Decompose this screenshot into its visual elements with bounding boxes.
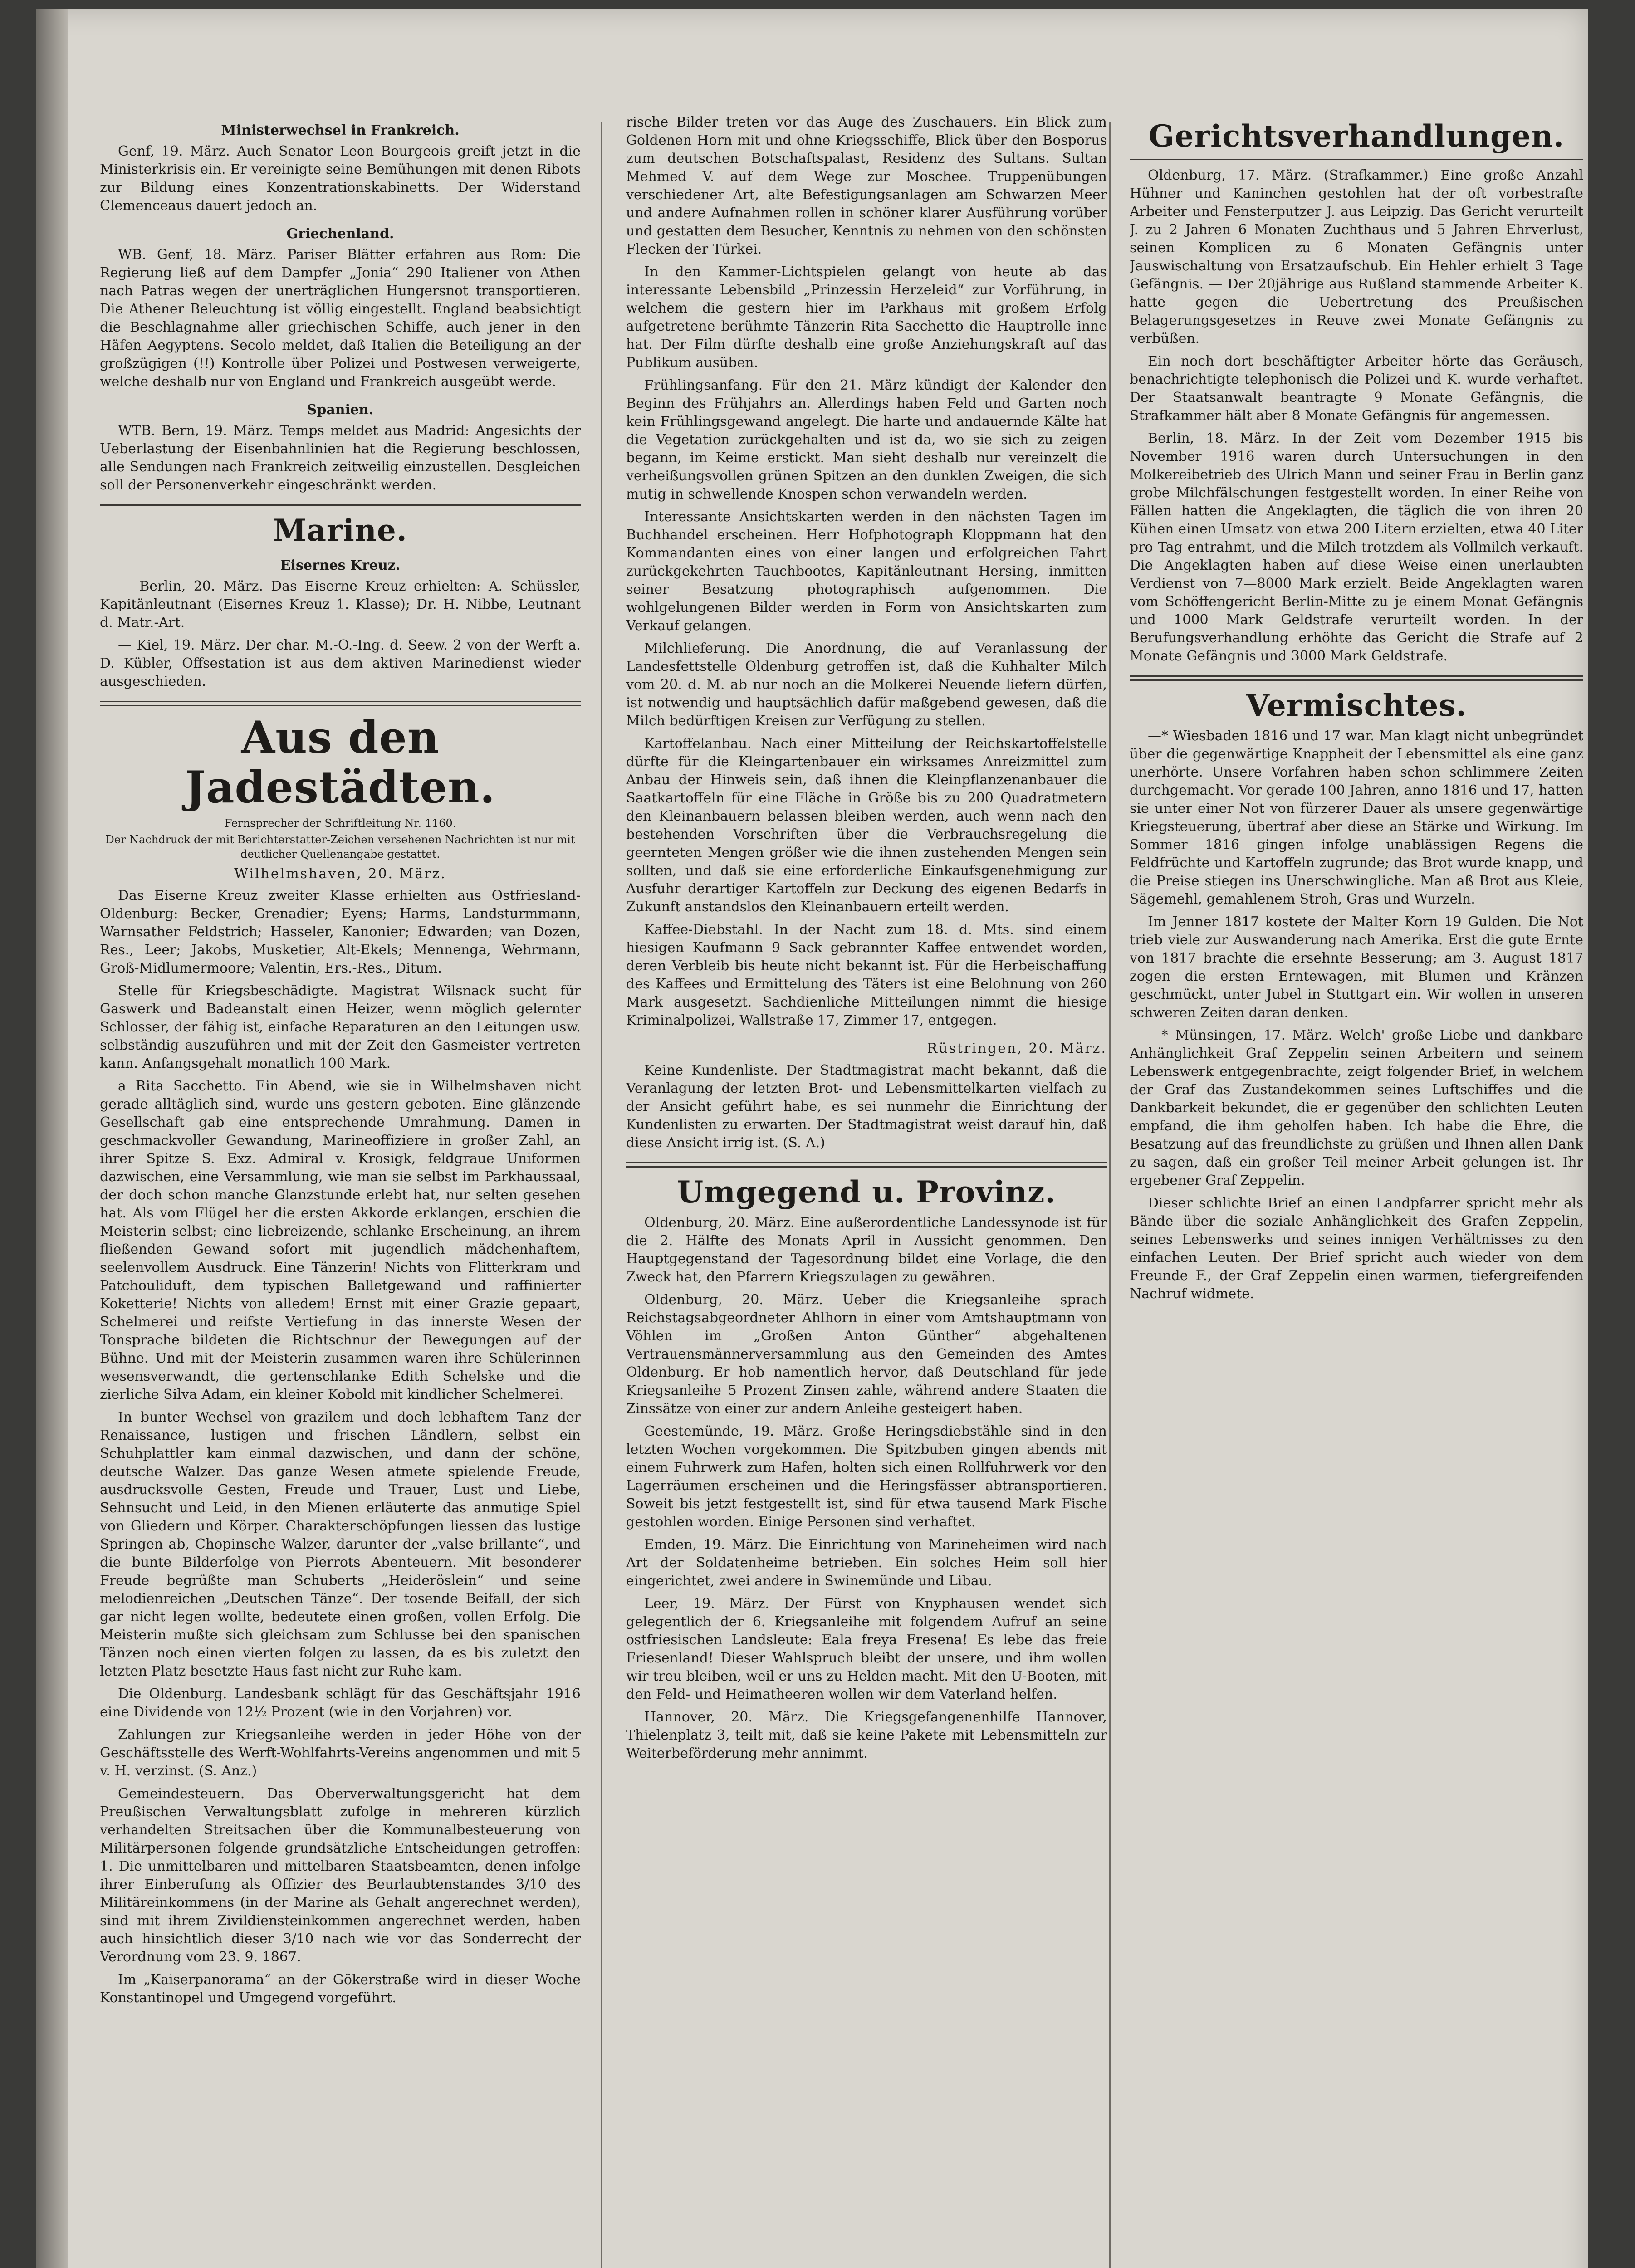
article-body: Oldenburg, 20. März. Ueber die Kriegsanleihe sprach Reichstagsabgeordneter Ahlhorn in einer vom Amtshauptmann von Vöhlen im „Großen Anton Günther“ abgehaltenen Vertrauensmännerversammlung aus den Gemeinden des Amtes Oldenburg. Er hob namentlich hervor, daß Deutschland für jede Kriegsanleihe 5 Prozent Zinsen zahle, während andere Staaten die Zinssätze von einer zur andern Anleihe gesteigert haben. xyxy=(626,1292,1107,1417)
article-eisernes-kreuz xyxy=(100,557,581,691)
column-divider xyxy=(601,122,602,2268)
section-title-marine: Marine. xyxy=(273,513,407,548)
column-1 xyxy=(100,113,581,2268)
article-body: — Berlin, 20. März. Das Eiserne Kreuz erhielten: A. Schüssler, Kapitänleutnant (Eisernes Kreuz 1. Klasse); Dr. H. Nibbe, Leutnant d. Matr.-Art. xyxy=(100,578,581,631)
section-title-jadestaedte: Aus den Jadestädten. xyxy=(185,712,496,813)
article-spanien xyxy=(100,401,581,494)
section-title-gerichtsverhandlungen: Gerichtsverhandlungen. xyxy=(1148,118,1565,154)
article-body: In bunter Wechsel von grazilem und doch lebhaftem Tanz der Renaissance, lustigen und frischen Ländlern, selbst ein Schuhplattler kam einmal dazwischen, und dann der schöne, deutsche Walzer. Das ganze Wesen atmete spielende Freude, ausdrucksvolle Gesten, Freude und Trauer, Lust und Liebe, Sehnsucht und Leid, in den Mienen erläuterte das anmutige Spiel von Gliedern und Körper. Charakterschöpfungen liessen das lustige Springen ab, Chopinsche Walzer, darunter der „valse brillante“, und die bunte Bilderfolge von Pierrots Abenteuern. Mit besonderer Freude begrüßte man Schuberts „Heideröslein“ und seine melodienreichen „Deutschen Tänze“. Der tosende Beifall, der sich gar nicht legen wollte, bedeutete einen großen, vollen Erfolg. Die Meisterin mußte sich gleichsam zum Schlusse bei den spanischen Tänzen noch einen vierten folgen zu lassen, da es bis zuletzt den letzten Platz besetzte Haus fast nicht zur Ruhe kam. xyxy=(100,1409,581,1679)
column-2 xyxy=(626,113,1107,2268)
section-rule xyxy=(626,1162,1107,1168)
article-misc xyxy=(1130,727,1583,1303)
article-body: Keine Kundenliste. Der Stadtmagistrat macht bekannt, daß die Veranlagung der letzten Brot- und Lebensmittelkarten vielfach zu der Ansicht geführt habe, es sei nunmehr die Einrichtung der Kundenlisten zu erwarten. Der Stadtmagistrat weist darauf hin, daß diese Ansicht irrig ist. (S. A.) xyxy=(626,1062,1107,1151)
article-body: rische Bilder treten vor das Auge des Zuschauers. Ein Blick zum Goldenen Horn mit und ohne Kriegsschiffe, Blick über den Bosporus zum deutschen Botschaftspalast, Residenz des Sultans. Sultan Mehmed V. auf dem Wege zur Moschee. Truppenübungen verschiedener Art, alte Befestigungsanlagen am Schwarzen Meer und andere Aufnahmen rollen in schöner klarer Ausführung vorüber und gestatten dem Besucher, Kenntnis zu nehmen von den schönsten Flecken der Türkei. xyxy=(626,114,1107,257)
article-court xyxy=(1130,166,1583,665)
section-rule xyxy=(1130,159,1583,160)
section-rule xyxy=(100,701,581,706)
article-headline: Spanien. xyxy=(307,402,374,418)
article-body: Zahlungen zur Kriegsanleihe werden in jeder Höhe von der Geschäftsstelle des Werft-Wohlfahrts-Vereins angenommen und mit 5 v. H. verzinst. (S. Anz.) xyxy=(100,1727,581,1779)
reprint-notice: Der Nachdruck der mit Berichterstatter-Zeichen versehenen Nachrichten ist nur mit deutlicher Quellenangabe gestattet. xyxy=(105,833,575,860)
article-provinz xyxy=(626,1214,1107,1763)
article-body: Frühlingsanfang. Für den 21. März kündigt der Kalender den Beginn des Frühjahrs an. Allerdings haben Feld und Garten noch kein Frühlingsgewand angelegt. Die harte und andauernde Kälte hat die Vegetation zurückgehalten und ist da, wo sie sich zu zeigen begann, im Keime erstickt. Man sieht deshalb nur vereinzelt die verheißungsvollen grünen Spitzen an den dunklen Zweigen, die sich mutig in schwellende Knospen schon verwandeln werden. xyxy=(626,377,1107,502)
article-body: Im Jenner 1817 kostete der Malter Korn 19 Gulden. Die Not trieb viele zur Auswanderung nach Amerika. Erst die gute Ernte von 1817 brachte die ersehnte Besserung; am 3. August 1817 zogen die ersten Erntewagen, mit Blumen und Kränzen geschmückt, unter Jubel in Stuttgart ein. Wir wollen in unseren schweren Zeiten daran denken. xyxy=(1130,914,1583,1021)
article-body: WB. Genf, 18. März. Pariser Blätter erfahren aus Rom: Die Regierung ließ auf dem Dampfer „Jonia“ 290 Italiener von Athen nach Patras wegen der unerträglichen Hungersnot transportieren. Die Athener Beleuchtung ist völlig eingestellt. England beabsichtigt die Beschlagnahme aller griechischen Schiffe, auch jener in den Häfen Aegyptens. Secolo meldet, daß Italien die Beteiligung an der großzügigen (!!) Kontrolle über Polizei und Postwesen verweigerte, welche deshalb nur von England und Frankreich ausgeübt werde. xyxy=(100,247,581,390)
article-body: —* Wiesbaden 1816 und 17 war. Man klagt nicht unbegründet über die gegenwärtige Knappheit der Lebensmittel als eine ganz unerhörte. Unsere Vorfahren haben schon schlimmere Zeiten durchgemacht. Vor gerade 100 Jahren, anno 1816 und 17, hatten sie unter einer Not von fürzerer Dauer als unsere gegenwärtige Kriegsteuerung, übertraf aber diese an Stärke und Wirkung. Im Sommer 1816 gingen infolge unablässigen Regens die Feldfrüchte und Kartoffeln zugrunde; das Brot wurde knapp, und die Preise stiegen ins Unerschwingliche. Man aß Brot aus Kleie, Sägemehl, gemahlenem Stroh, Gras und Wurzeln. xyxy=(1130,728,1583,907)
article-body: a Rita Sacchetto. Ein Abend, wie sie in Wilhelmshaven nicht gerade alltäglich sind, wurde uns gestern geboten. Eine glänzende Gesellschaft gab eine entsprechende Umrahmung. Damen in geschmackvoller Gewandung, Marineoffiziere in großer Zahl, an ihrer Spitze S. Exz. Admiral v. Krosigk, feldgraue Uniformen dazwischen, eine Versammlung, wie man sie selbst im Parkhaussaal, der doch schon manche Glanzstunde erlebt hat, nur selten gesehen hat. Als vom Flügel her die ersten Akkorde erklangen, erschien die Meisterin selbst; eine liebreizende, schlanke Erscheinung, an ihrem fließenden Gewand sofort mit jugendlich mädchenhaftem, seelenvollem Ausdruck. Eine Tänzerin! Nichts von Flitterkram und Patchouliduft, dem typischen Balletgewand und raffinierter Koketterie! Nichts von alledem! Ernst mit einer Grazie gepaart, Schelmerei und reifste Vertiefung in das innerste Wesen der Tonsprache bildeten die Richtschnur der Bewegungen auf der Bühne. Und mit der Meisterin zusammen waren ihre Schülerinnen wesensverwandt, die gertenschlanke Edith Schelske und die zierliche Silva Adam, ein kleiner Kobold mit kindlicher Schelmerei. xyxy=(100,1078,581,1403)
section-rule xyxy=(100,504,581,506)
article-body: Dieser schlichte Brief an einen Landpfarrer spricht mehr als Bände über die soziale Anhänglichkeit des Grafen Zeppelin, seines Lebenswerks und seines innigen Verhältnisses zu den einfachen Leuten. Der Brief spricht auch wieder von dem Freunde F., der Graf Zeppelin einen warmen, tiefergreifenden Nachruf widmete. xyxy=(1130,1195,1583,1302)
article-body: WTB. Bern, 19. März. Temps meldet aus Madrid: Angesichts der Ueberlastung der Eisenbahnlinien hat die Regierung beschlossen, alle Sendungen nach Frankreich zeitweilig einzustellen. Desgleichen soll der Personenverkehr eingeschränkt werden. xyxy=(100,423,581,493)
section-title-umgegend: Umgegend u. Provinz. xyxy=(677,1174,1056,1210)
article-griechenland xyxy=(100,225,581,391)
article-body: Das Eiserne Kreuz zweiter Klasse erhielten aus Ostfriesland-Oldenburg: Becker, Grenadier; Eyens; Harms, Landsturmmann, Warnsather Feldstrich; Hasseler, Kanonier; Edwarden; van Dozen, Res., Leer; Jakobs, Musketier, Alt-Ekels; Mennenga, Wehrmann, Groß-Midlumermoore; Valentin, Ers.-Res., Ditum. xyxy=(100,888,581,976)
article-headline: Eisernes Kreuz. xyxy=(280,557,401,573)
article-body: Geestemünde, 19. März. Große Heringsdiebstähle sind in den letzten Wochen vorgekommen. Die Spitzbuben gingen abends mit einem Fuhrwerk zum Hafen, holten sich einen Rollfuhrwerk vor den Lagerräumen erscheinen und die Heringsfässer abtransportieren. Soweit bis jetzt festgestellt ist, sind für etwa tausend Mark Fische gestohlen worden. Einige Personen sind verhaftet. xyxy=(626,1423,1107,1530)
dateline: Rüstringen, 20. März. xyxy=(927,1041,1107,1056)
column-divider xyxy=(1109,122,1111,2268)
article-body: Genf, 19. März. Auch Senator Leon Bourgeois greift jetzt in die Ministerkrisis ein. Er vereinigte seine Bemühungen mit denen Ribots zur Bildung eines Konzentrationskabinetts. Der Widerstand Clemenceaus dauert jedoch an. xyxy=(100,143,581,214)
article-body: Stelle für Kriegsbeschädigte. Magistrat Wilsnack sucht für Gaswerk und Badeanstalt einen Heizer, wenn möglich gelernter Schlosser, der fähig ist, einfache Reparaturen an den Leitungen usw. selbständig auszuführen und mit der Zeit den Gasmeister vertreten kann. Anfangsgehalt monatlich 100 Mark. xyxy=(100,983,581,1071)
article-body: Kaffee-Diebstahl. In der Nacht zum 18. d. Mts. sind einem hiesigen Kaufmann 9 Sack gebrannter Kaffee entwendet worden, deren Verbleib bis heute nicht bekannt ist. Für die Herbeischaffung des Kaffees und Ermittelung des Täters ist eine Belohnung von 260 Mark ausgesetzt. Sachdienliche Mitteilungen nimmt die hiesige Kriminalpolizei, Wallstraße 17, Zimmer 17, entgegen. xyxy=(626,922,1107,1028)
article-headline: Griechenland. xyxy=(286,226,394,242)
section-title-vermischtes: Vermischtes. xyxy=(1246,688,1467,723)
article-body: Ein noch dort beschäftigter Arbeiter hörte das Geräusch, benachrichtigte telephonisch die Polizei und K. wurde verhaftet. Der Staatsanwalt beantragte 9 Monate Gefängnis, die Strafkammer hält aber 8 Monate Gefängnis für angemessen. xyxy=(1130,353,1583,424)
article-body: Im „Kaiserpanorama“ an der Gökerstraße wird in dieser Woche Konstantinopel und Umgegend vorgeführt. xyxy=(100,1972,581,2006)
article-body: — Kiel, 19. März. Der char. M.-O.-Ing. d. Seew. 2 von der Werft a. D. Kübler, Offsestation ist aus dem aktiven Marinedienst wieder ausgeschieden. xyxy=(100,637,581,689)
article-body: Berlin, 18. März. In der Zeit vom Dezember 1915 bis November 1916 waren durch Untersuchungen in den Molkereibetrieb des Ulrich Mann und seiner Frau in Berlin ganz grobe Milchfälschungen festgestellt worden. In einer Reihe von Fällen hatten die Angeklagten, die täglich die von ihren 20 Kühen einen Umsatz von etwa 200 Litern erzielten, etwa 40 Liter pro Tag entrahmt, und die Milch trotzdem als Vollmilch verkauft. Die Angeklagten haben auf diese Weise einen unerlaubten Verdienst von 7—8000 Mark erzielt. Beide Angeklagten waren vom Schöffengericht Berlin-Mitte zu je einem Monat Gefängnis und 1000 Mark Geldstrafe verurteilt worden. In der Berufungsverhandlung erhöhte das Gericht die Strafe auf 2 Monate Gefängnis und 3000 Mark Geldstrafe. xyxy=(1130,430,1583,664)
article-body: Kartoffelanbau. Nach einer Mitteilung der Reichskartoffelstelle dürfte für die Kleingartenbauer ein wirksames Anreizmittel zum Anbau der Hinweis sein, daß ihnen die Kleinpflanzenanbauer die Saatkartoffeln für eine Fläche in Größe bis zu 200 Quadratmetern den Kleinanbauern belassen bleiben werden, auch wenn nach den bestehenden Vorschriften über die Verbrauchsregelung die geernteten Mengen größer wie die ihnen zustehenden Mengen sein sollten, und daß sie eine erforderliche Einkaufsgenehmigung zur Ausfuhr derartiger Kartoffeln zur Deckung des eigenen Bedarfs in Zukunft anstandslos den Kleinanbauern erteilt werden. xyxy=(626,736,1107,915)
article-body: Gemeindesteuern. Das Oberverwaltungsgericht hat dem Preußischen Verwaltungsblatt zufolge in mehreren kürzlich verhandelten Streitsachen über die Kommunalbesteuerung von Militärpersonen folgende grundsätzliche Entscheidungen getroffen: 1. Die unmittelbaren und mittelbaren Staatsbeamten, denen infolge ihrer Einberufung als Offizier des Beurlaubtenstandes 3/10 des Militäreinkommens (in der Marine als Gehalt angerechnet werden), sind mit ihrem Zivildiensteinkommen angerechnet werden, haben auch hinsichtlich dieser 3/10 nach wie vor das Sonderrecht der Verordnung vom 23. 9. 1867. xyxy=(100,1786,581,1965)
column-3 xyxy=(1130,113,1583,2268)
phone-notice: Fernsprecher der Schriftleitung Nr. 1160. xyxy=(224,817,456,830)
article-jade-local xyxy=(100,887,581,2007)
article-headline: Ministerwechsel in Frankreich. xyxy=(221,122,460,138)
article-body: Oldenburg, 17. März. (Strafkammer.) Eine große Anzahl Hühner und Kaninchen gestohlen hat der oft vorbestrafte Arbeiter und Fensterputzer J. aus Leipzig. Das Gericht verurteilt J. zu 2 Jahren 6 Monaten Zuchthaus und 5 Jahren Ehrverlust, seinen Komplicen zu 6 Monaten Gefängnis unter Jauswischaltung von Ersatzaufschub. Ein Hehler erhielt 3 Tage Gefängnis. — Der 20jährige aus Rußland stammende Arbeiter K. hatte gegen die Uebertretung des Preußischen Belagerungsgesetzes in Reuve zwei Monate Gefängnis zu verbüßen. xyxy=(1130,167,1583,347)
article-body: Hannover, 20. März. Die Kriegsgefangenenhilfe Hannover, Thielenplatz 3, teilt mit, daß sie keine Pakete mit Lebensmitteln zur Weiterbeförderung mehr annimmt. xyxy=(626,1709,1107,1761)
article-body: Milchlieferung. Die Anordnung, die auf Veranlassung der Landesfettstelle Oldenburg getroffen ist, daß die Kuhhalter Milch vom 20. d. M. ab nur noch an die Molkerei Neuende liefern dürfen, ist notwendig und hauptsächlich dafür maßgebend gewesen, daß die Milch bedürftigen Kreisen zur Verfügung zu stellen. xyxy=(626,640,1107,729)
article-local-news xyxy=(626,113,1107,1030)
article-body: Emden, 19. März. Die Einrichtung von Marineheimen wird nach Art der Soldatenheime betrieben. Ein solches Heim soll hier eingerichtet, zwei andere in Swinemünde und Libau. xyxy=(626,1537,1107,1589)
page-binding-shadow xyxy=(36,9,68,2268)
article-body: Interessante Ansichtskarten werden in den nächsten Tagen im Buchhandel erscheinen. Herr Hofphotograph Kloppmann hat den Kommandanten eines von einer langen und erfolgreichen Fahrt zurückgekehrten Tauchbootes, Kapitänleutnant Hersing, inmitten seiner Besatzung photographisch aufgenommen. Die wohlgelungenen Bilder werden in Form von Ansichtskarten zum Verkauf gelangen. xyxy=(626,509,1107,634)
article-body: Oldenburg, 20. März. Eine außerordentliche Landessynode ist für die 2. Hälfte des Monats April in Aussicht genommen. Den Hauptgegenstand der Tagesordnung bildet eine Vorlage, die den Zweck hat, den Pfarrern Kriegszulagen zu gewähren. xyxy=(626,1215,1107,1285)
article-body: —* Münsingen, 17. März. Welch' große Liebe und dankbare Anhänglichkeit Graf Zeppelin seinen Arbeitern und seinem Lebenswerk entgegenbrachte, zeigt folgender Brief, in welchem der Graf das Zustandekommen seines Luftschiffes und die Dankbarkeit bekundet, die er gegenüber den schlichten Leuten empfand, die ihm geholfen haben. Ich habe die Ehre, die Besatzung auf das freundlichste zu grüßen und Ihnen allen Dank zu sagen, daß ein großer Teil meiner Arbeit gelungen ist. Ihr ergebener Graf Zeppelin. xyxy=(1130,1027,1583,1188)
article-rustringen xyxy=(626,1061,1107,1152)
section-rule xyxy=(1130,675,1583,681)
dateline: Wilhelmshaven, 20. März. xyxy=(234,866,446,882)
newspaper-page xyxy=(36,9,1588,2268)
article-body: Leer, 19. März. Der Fürst von Knyphausen wendet sich gelegentlich der 6. Kriegsanleihe mit folgendem Aufruf an seine ostfriesischen Landsleute: Eala freya Fresena! Es lebe das freie Friesenland! Dieser Wahlspruch bleibt der unsere, und ihm wollen wir treu bleiben, weil er uns zu Helden macht. Mit den U-Booten, mit den Feld- und Heimatheeren wollen wir dem Vaterland helfen. xyxy=(626,1596,1107,1702)
article-ministerwechsel xyxy=(100,122,581,215)
article-body: Die Oldenburg. Landesbank schlägt für das Geschäftsjahr 1916 eine Dividende von 12½ Prozent (wie in den Vorjahren) vor. xyxy=(100,1686,581,1720)
article-body: In den Kammer-Lichtspielen gelangt von heute ab das interessante Lebensbild „Prinzessin Herzeleid“ zur Vorführung, in welchem die gestern hier im Parkhaus mit großem Erfolg aufgetretene berühmte Tänzerin Rita Sacchetto die Hauptrolle inne hat. Der Film dürfte deshalb eine große Anziehungskraft auf das Publikum ausüben. xyxy=(626,264,1107,371)
